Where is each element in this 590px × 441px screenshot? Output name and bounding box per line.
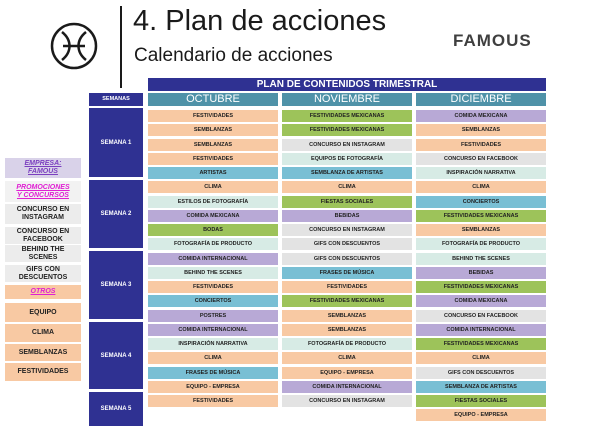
weeks-header: SEMANAS [89,93,143,106]
calendar-cell-october: CONCIERTOS [148,295,278,307]
calendar-cell-november: FRASES DE MÚSICA [282,267,412,279]
calendar-cell-october: BEHIND THE SCENES [148,267,278,279]
calendar-cell-december: SEMBLANZAS [416,224,546,236]
calendar-cell-november: BEBIDAS [282,210,412,222]
calendar-cell-december: INSPIRACIÓN NARRATIVA [416,167,546,179]
calendar-cell-december: FESTIVIDADES MEXICANAS [416,210,546,222]
calendar-cell-october: ARTISTAS [148,167,278,179]
week-label-5: SEMANA 5 [89,392,143,426]
calendar-cell-october: ESTILOS DE FOTOGRAFÍA [148,196,278,208]
calendar-cell-december: COMIDA MEXICANA [416,110,546,122]
legend-item: EMPRESA: FAMOUS [5,158,81,178]
legend-item: OTROS [5,285,81,299]
legend-item: SEMBLANZAS [5,344,81,361]
calendar-cell-october: CLIMA [148,352,278,364]
page-title: 4. Plan de acciones [133,5,387,37]
calendar-cell-november: FESTIVIDADES [282,281,412,293]
calendar-cell-december: FESTIVIDADES MEXICANAS [416,281,546,293]
legend-item: CLIMA [5,324,81,342]
week-label-1: SEMANA 1 [89,108,143,177]
legend-item: GIFS CON DESCUENTOS [5,265,81,282]
calendar-cell-december: CLIMA [416,352,546,364]
page-subtitle: Calendario de acciones [134,45,333,66]
calendar-cell-december: CLIMA [416,181,546,193]
calendar-cell-november: FESTIVIDADES MEXICANAS [282,124,412,136]
calendar-cell-november: SEMBLANZA DE ARTISTAS [282,167,412,179]
calendar-cell-november: SEMBLANZAS [282,310,412,322]
calendar-cell-november: EQUIPO - EMPRESA [282,367,412,379]
calendar-cell-december: BEBIDAS [416,267,546,279]
calendar-cell-october: COMIDA INTERNACIONAL [148,324,278,336]
calendar-cell-november: GIFS CON DESCUENTOS [282,238,412,250]
calendar-cell-october: FESTIVIDADES [148,110,278,122]
calendar-cell-october: EQUIPO - EMPRESA [148,381,278,393]
legend-item: CONCURSO EN INSTAGRAM [5,204,81,224]
calendar-cell-october: SEMBLANZAS [148,139,278,151]
calendar-cell-november: CONCURSO EN INSTAGRAM [282,224,412,236]
month-header-october: OCTUBRE [148,93,278,106]
calendar-cell-december: COMIDA MEXICANA [416,295,546,307]
calendar-cell-december: FESTIVIDADES [416,139,546,151]
week-label-3: SEMANA 3 [89,251,143,319]
calendar-cell-october: FESTIVIDADES [148,153,278,165]
calendar-cell-november: FOTOGRAFÍA DE PRODUCTO [282,338,412,350]
calendar-cell-november: CLIMA [282,181,412,193]
calendar-cell-december: CONCURSO EN FACEBOOK [416,153,546,165]
legend-item: BEHIND THE SCENES [5,245,81,262]
calendar-cell-december: SEMBLANZAS [416,124,546,136]
calendar-cell-october: COMIDA INTERNACIONAL [148,253,278,265]
week-label-2: SEMANA 2 [89,180,143,248]
legend-item: PROMOCIONES Y CONCURSOS [5,181,81,202]
calendar-cell-december: COMIDA INTERNACIONAL [416,324,546,336]
legend-item: EQUIPO [5,303,81,322]
calendar-cell-october: CLIMA [148,181,278,193]
calendar-cell-november: FESTIVIDADES MEXICANAS [282,110,412,122]
calendar-cell-december: FIESTAS SOCIALES [416,395,546,407]
calendar-cell-december: CONCURSO EN FACEBOOK [416,310,546,322]
famous-logo-icon [50,22,98,70]
calendar-cell-november: FIESTAS SOCIALES [282,196,412,208]
week-label-4: SEMANA 4 [89,322,143,389]
calendar-cell-october: FOTOGRAFÍA DE PRODUCTO [148,238,278,250]
calendar-cell-november: EQUIPOS DE FOTOGRAFÍA [282,153,412,165]
calendar-cell-december: BEHIND THE SCENES [416,253,546,265]
calendar-cell-december: EQUIPO - EMPRESA [416,409,546,421]
calendar-cell-october: SEMBLANZAS [148,124,278,136]
calendar-cell-november: COMIDA INTERNACIONAL [282,381,412,393]
calendar-cell-october: INSPIRACIÓN NARRATIVA [148,338,278,350]
table-banner: PLAN DE CONTENIDOS TRIMESTRAL [148,78,546,91]
calendar-cell-november: GIFS CON DESCUENTOS [282,253,412,265]
calendar-cell-december: SEMBLANZA DE ARTISTAS [416,381,546,393]
month-header-december: DICIEMBRE [416,93,546,106]
calendar-cell-october: BODAS [148,224,278,236]
legend-item: FESTIVIDADES [5,363,81,381]
legend-item: CONCURSO EN FACEBOOK [5,227,81,244]
calendar-cell-october: POSTRES [148,310,278,322]
calendar-cell-november: FESTIVIDADES MEXICANAS [282,295,412,307]
calendar-cell-december: GIFS CON DESCUENTOS [416,367,546,379]
month-header-november: NOVIEMBRE [282,93,412,106]
calendar-cell-december: FOTOGRAFÍA DE PRODUCTO [416,238,546,250]
calendar-cell-december: FESTIVIDADES MEXICANAS [416,338,546,350]
calendar-cell-october: FRASES DE MÚSICA [148,367,278,379]
brand-wordmark: FAMOUS [453,31,532,50]
calendar-cell-november: CONCURSO EN INSTAGRAM [282,395,412,407]
calendar-cell-october: FESTIVIDADES [148,395,278,407]
calendar-cell-november: CONCURSO EN INSTAGRAM [282,139,412,151]
calendar-cell-october: COMIDA MEXICANA [148,210,278,222]
header-divider [120,6,122,88]
calendar-cell-october: FESTIVIDADES [148,281,278,293]
calendar-cell-november: SEMBLANZAS [282,324,412,336]
calendar-cell-december: CONCIERTOS [416,196,546,208]
calendar-cell-november: CLIMA [282,352,412,364]
